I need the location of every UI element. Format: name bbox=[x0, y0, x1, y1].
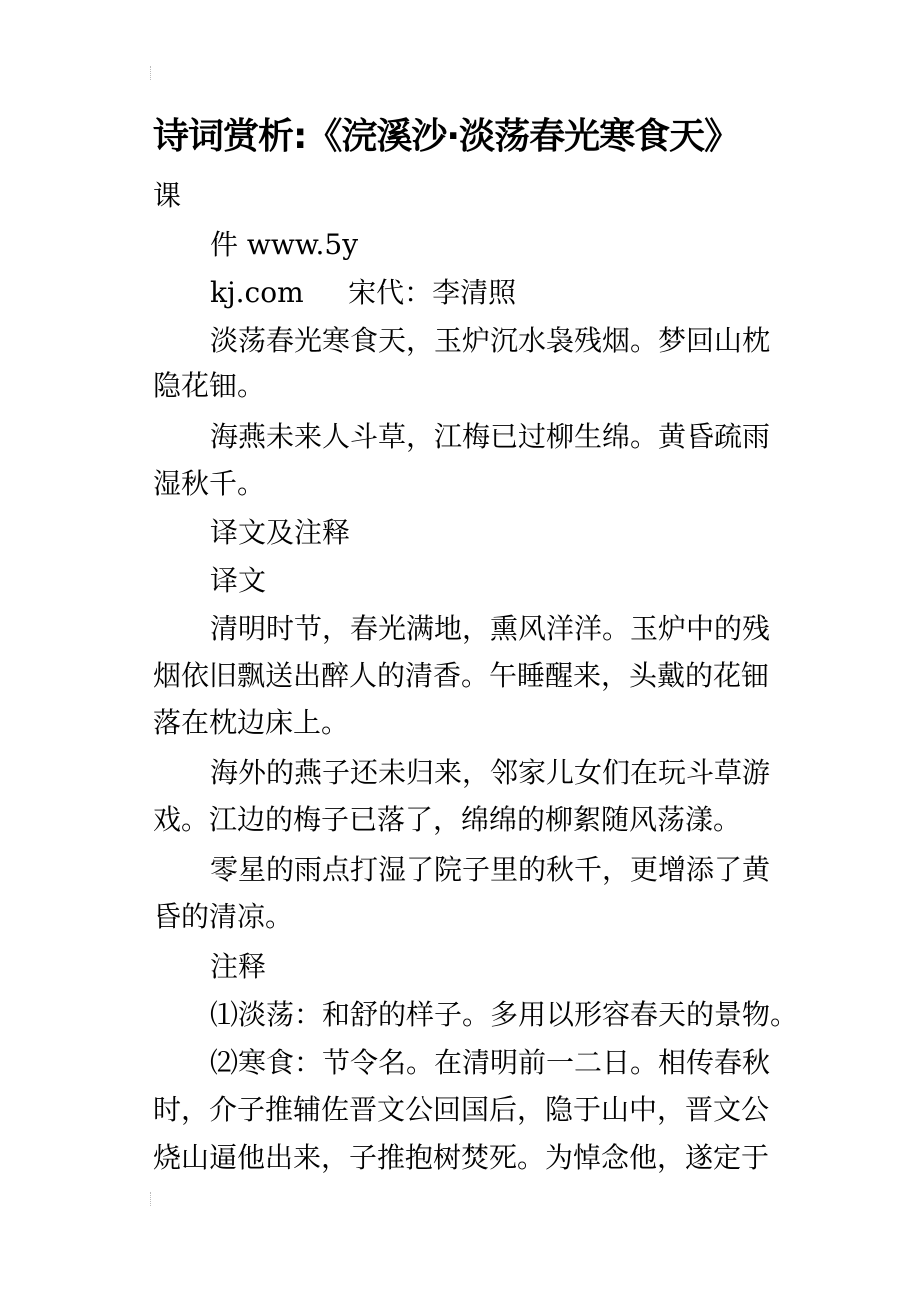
translation-line: 海外的燕子还未归来，邻家儿女们在玩斗草游 bbox=[210, 756, 771, 789]
section-heading: 译文及注释 bbox=[210, 516, 351, 549]
page-corner-mark bbox=[150, 1192, 153, 1206]
translation-line: 戏。江边的梅子已落了，绵绵的柳絮随风荡漾。 bbox=[153, 803, 742, 836]
text-line: kj.com 宋代：李清照 bbox=[210, 276, 517, 309]
poem-line: 海燕未来人斗草，江梅已过柳生绵。黄昏疏雨 bbox=[210, 420, 771, 453]
poem-line: 淡荡春光寒食天，玉炉沉水袅残烟。梦回山枕 bbox=[210, 324, 771, 357]
translation-line: 落在枕边床上。 bbox=[153, 706, 350, 739]
note-line: 烧山逼他出来，子推抱树焚死。为悼念他，遂定于 bbox=[153, 1141, 770, 1174]
translation-line: 昏的清凉。 bbox=[153, 900, 294, 933]
text-line: 课 bbox=[153, 179, 182, 212]
page-title: 诗词赏析:《浣溪沙·淡荡春光寒食天》 bbox=[153, 116, 740, 157]
poem-line: 隐花钿。 bbox=[153, 369, 266, 402]
note-line: 时，介子推辅佐晋文公回国后，隐于山中，晋文公 bbox=[153, 1093, 770, 1126]
translation-line: 零星的雨点打湿了院子里的秋千，更增添了黄 bbox=[210, 853, 771, 886]
subsection-heading: 注释 bbox=[210, 950, 267, 983]
translation-line: 烟依旧飘送出醉人的清香。午睡醒来，头戴的花钿 bbox=[153, 659, 770, 692]
subsection-heading: 译文 bbox=[210, 564, 267, 597]
translation-line: 清明时节，春光满地，熏风洋洋。玉炉中的残 bbox=[210, 612, 771, 645]
note-line: ⑵寒食：节令名。在清明前一二日。相传春秋 bbox=[210, 1046, 771, 1079]
note-line: ⑴淡荡：和舒的样子。多用以形容春天的景物。 bbox=[210, 998, 799, 1031]
page-corner-mark bbox=[150, 66, 153, 80]
poem-line: 湿秋千。 bbox=[153, 467, 266, 500]
text-line: 件 www.5y bbox=[210, 228, 359, 261]
